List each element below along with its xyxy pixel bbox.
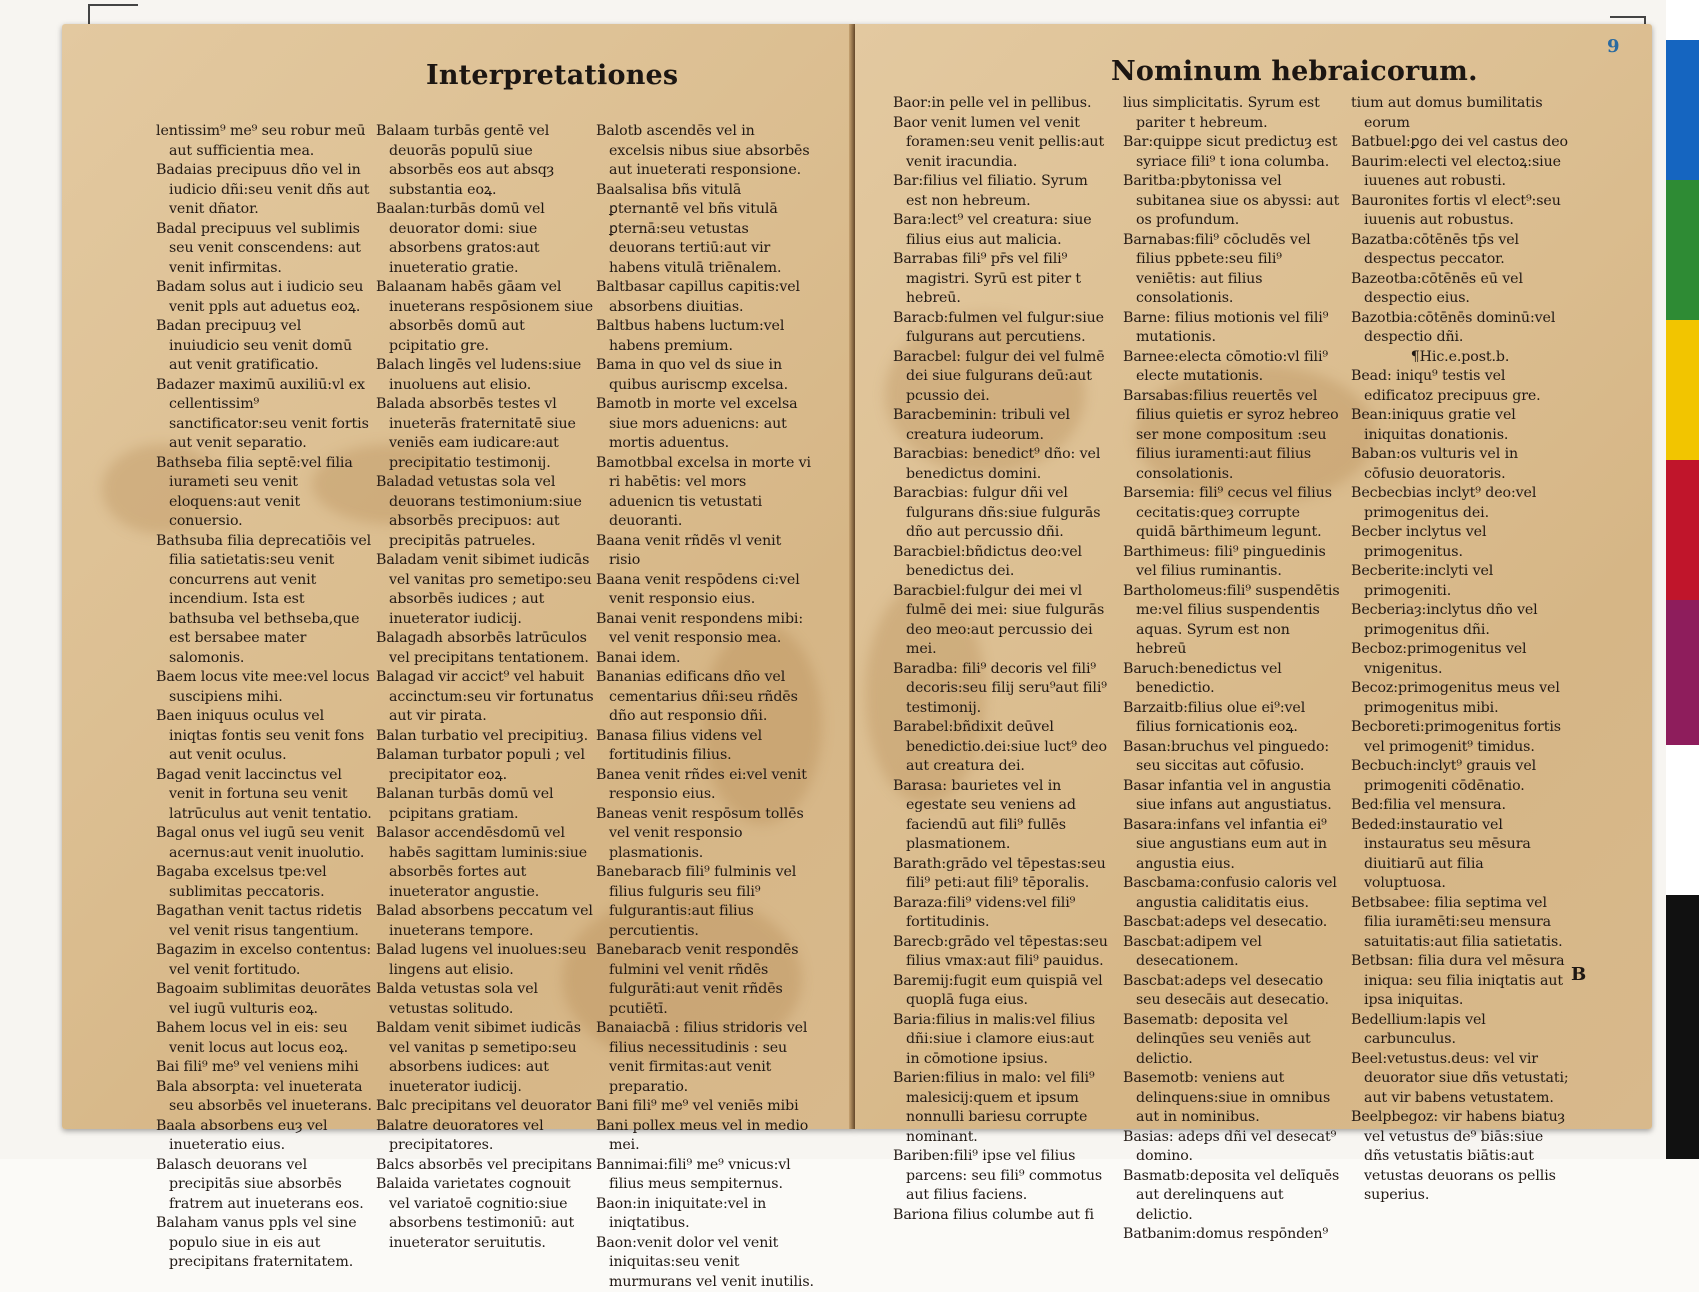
entry: Becoz:primogenitus meus vel primogenitus mibi. bbox=[1351, 679, 1569, 718]
entry: Baor:in pelle vel in pellibus. bbox=[893, 94, 1111, 114]
entry: Baltbasar capillus capitis:vel absorbens diuitias. bbox=[596, 278, 814, 317]
entry: Becbecbias inclyt⁹ deo:vel primogenitus dei. bbox=[1351, 484, 1569, 523]
entry: Baracbias: fulgur dñi vel fulgurans dñs:siue fulgurās dño aut percussio dñi. bbox=[893, 484, 1111, 543]
color-patch bbox=[1666, 600, 1699, 745]
entry: Baracbiel:bñdictus deo:vel benedictus dei. bbox=[893, 543, 1111, 582]
entry: Bed:filia vel mensura. bbox=[1351, 796, 1569, 816]
entry: Balcs absorbēs vel precipitans bbox=[376, 1156, 594, 1176]
entry: Bazeotba:cōtēnēs eū vel despectio eius. bbox=[1351, 270, 1569, 309]
entry: Bariona filius columbe aut fi bbox=[893, 1206, 1111, 1226]
entry: Bar:filius vel filiatio. Syrum est non hebreum. bbox=[893, 172, 1111, 211]
entry: Bala absorpta: vel inueterata seu absorbēs vel inueterans. bbox=[156, 1078, 374, 1117]
entry: Basemotb: veniens aut delinquens:siue in omnibus aut in nominibus. bbox=[1123, 1069, 1341, 1128]
entry: Barecb:grādo vel tēpestas:seu filius vmax:aut fili⁹ pauidus. bbox=[893, 933, 1111, 972]
entry: Baracbeminin: tribuli vel creatura iudeorum. bbox=[893, 406, 1111, 445]
entry: Balad absorbens peccatum vel inueterans tempore. bbox=[376, 902, 594, 941]
entry: Bamotbbal excelsa in morte vi ri habētis: vel mors aduenicn tis vetustati deuoranti. bbox=[596, 454, 814, 532]
color-patch bbox=[1666, 40, 1699, 180]
entry: Balagad vir accict⁹ vel habuit accinctum:seu vir fortunatus aut vir pirata. bbox=[376, 668, 594, 727]
entry: Baradba: fili⁹ decoris vel fili⁹ decoris:seu filij seru⁹aut fili⁹ testimonij. bbox=[893, 660, 1111, 719]
text-column-6 bbox=[1351, 94, 1569, 1206]
entry: Bai fili⁹ me⁹ vel veniens mihi bbox=[156, 1058, 374, 1078]
entry: Baana venit respōdens ci:vel venit responsio eius. bbox=[596, 571, 814, 610]
entry: Baracbel: fulgur dei vel fulmē dei siue fulgurans deū:aut pcussio dei. bbox=[893, 348, 1111, 407]
entry: Baalsalisa bñs vitulā ꝑternantē vel bñs vitulā ꝑternā:seu vetustas deuorans tertiū:aut vir habens vitulā triēnalem. bbox=[596, 181, 814, 279]
entry: Bagad venit laccinctus vel venit in fortuna seu venit latrūculus aut venit tentatio. bbox=[156, 766, 374, 825]
entry: Bahem locus vel in eis: seu venit locus aut locus eoꝝ. bbox=[156, 1019, 374, 1058]
entry: Bascbat:adipem vel desecationem. bbox=[1123, 933, 1341, 972]
entry: Badam solus aut i iudicio seu venit ppls aut aduetus eoꝝ. bbox=[156, 278, 374, 317]
entry: Bartholomeus:fili⁹ suspendētis me:vel filius suspendentis aquas. Syrum est non hebreū bbox=[1123, 582, 1341, 660]
running-head: Nominum hebraicorum. bbox=[1111, 56, 1478, 87]
running-head: Interpretationes bbox=[426, 60, 678, 91]
entry: Beel:vetustus.deus: vel vir deuorator siue dñs vetustati; aut vir babens vetustatem. bbox=[1351, 1050, 1569, 1109]
entry: Betbsan: filia dura vel mēsura iniqua: seu filia iniqtatis aut ipsa iniquitas. bbox=[1351, 952, 1569, 1011]
text-column-4 bbox=[893, 94, 1111, 1225]
entry: Balaanam habēs gāam vel inueterans respōsionem siue absorbēs domū aut pcipitatio gre. bbox=[376, 278, 594, 356]
entry: Banea venit rñdes ei:vel venit responsio eius. bbox=[596, 766, 814, 805]
entry: Baneas venit respōsum tollēs vel venit responsio plasmationis. bbox=[596, 805, 814, 864]
entry: Bama in quo vel ds siue in quibus auriscmp excelsa. bbox=[596, 356, 814, 395]
entry: Basias: adeps dñi vel desecat⁹ domino. bbox=[1123, 1128, 1341, 1167]
entry: Baladam venit sibimet iudicās vel vanitas pro semetipo:seu absorbēs iudices ; aut inueterator iudicij. bbox=[376, 551, 594, 629]
entry: Banasa filius videns vel fortitudinis filius. bbox=[596, 727, 814, 766]
entry: Barath:grādo vel tēpestas:seu fili⁹ peti:aut fili⁹ tēporalis. bbox=[893, 855, 1111, 894]
entry: Baon:in iniquitate:vel in iniqtatibus. bbox=[596, 1195, 814, 1234]
entry: Beelpbegoz: vir habens biatuȝ vel vetustus de⁹ biās:siue dñs vetustatis biātis:aut vetustas deuorans os pellis superius. bbox=[1351, 1108, 1569, 1206]
entry: Batbuel:ꝑgo dei vel castus deo bbox=[1351, 133, 1569, 153]
entry: Banebaracb fili⁹ fulminis vel filius fulguris seu fili⁹ fulgurantis:aut filius percutientis. bbox=[596, 863, 814, 941]
section-note: ¶Hic.e.post.b. bbox=[1351, 348, 1569, 368]
entry: Basara:infans vel infantia ei⁹ siue angustians eum aut in angustia eius. bbox=[1123, 816, 1341, 875]
entry: Basan:bruchus vel pinguedo: seu siccitas aut cōfusio. bbox=[1123, 738, 1341, 777]
entry: Barrabas fili⁹ pr̄s vel fili⁹ magistri. Syrū est piter t hebreū. bbox=[893, 250, 1111, 309]
entry: Basar infantia vel in angustia siue infans aut angustiatus. bbox=[1123, 777, 1341, 816]
entry: Balaham vanus ppls vel sine populo siue in eis aut precipitans fraternitatem. bbox=[156, 1214, 374, 1273]
entry: Betbsabee: filia septima vel filia iuramēti:seu mensura satuitatis:aut filia satietatis. bbox=[1351, 894, 1569, 953]
entry: Bazotbia:cōtēnēs dominū:vel despectio dñi. bbox=[1351, 309, 1569, 348]
entry: Bathseba filia septē:vel filia iurameti seu venit eloquens:aut venit conuersio. bbox=[156, 454, 374, 532]
entry: Bead: iniqu⁹ testis vel edificatoz precipuus gre. bbox=[1351, 367, 1569, 406]
entry: Bamotb in morte vel excelsa siue mors aduenicns: aut mortis aduentus. bbox=[596, 395, 814, 454]
color-patch bbox=[1666, 320, 1699, 460]
color-patch bbox=[1666, 895, 1699, 1159]
entry: Baracbias: benedict⁹ dño: vel benedictus domini. bbox=[893, 445, 1111, 484]
entry: Bara:lect⁹ vel creatura: siue filius eius aut malicia. bbox=[893, 211, 1111, 250]
entry: Balagadh absorbēs latrūculos vel precipitans tentationem. bbox=[376, 629, 594, 668]
entry: Bannimai:fili⁹ me⁹ vnicus:vl filius meus sempiternus. bbox=[596, 1156, 814, 1195]
entry: Becboreti:primogenitus fortis vel primogenit⁹ timidus. bbox=[1351, 718, 1569, 757]
entry: Barabel:bñdixit deūvel benedictio.dei:siue luct⁹ deo aut creatura dei. bbox=[893, 718, 1111, 777]
entry: Barsemia: fili⁹ cecus vel filius cecitatis:queȝ corrupte quidā bārthimeum legunt. bbox=[1123, 484, 1341, 543]
entry: Barien:filius in malo: vel fili⁹ malesicij:quem et ipsum nonnulli bariesu corrupte nominant. bbox=[893, 1069, 1111, 1147]
entry: Bagaba excelsus tpe:vel sublimitas peccatoris. bbox=[156, 863, 374, 902]
entry: Bagoaim sublimitas deuorātes vel iugū vulturis eoꝝ. bbox=[156, 980, 374, 1019]
entry: Baon:venit dolor vel venit iniquitas:seu venit murmurans vel venit inutilis. bbox=[596, 1234, 814, 1292]
entry: Baana venit rñdēs vl venit risio bbox=[596, 532, 814, 571]
entry: Balada absorbēs testes vl inueterās fraternitatē siue veniēs eam iudicare:aut precipitatio testimonij. bbox=[376, 395, 594, 473]
entry: Bagal onus vel iugū seu venit acernus:aut venit inuolutio. bbox=[156, 824, 374, 863]
entry: Baen iniquus oculus vel iniqtas fontis seu venit fons aut venit oculus. bbox=[156, 707, 374, 766]
entry: Barnabas:fili⁹ cōcludēs vel filius ppbete:seu fili⁹ veniētis: aut filius consolationis. bbox=[1123, 231, 1341, 309]
text-column-5 bbox=[1123, 94, 1341, 1245]
entry: Balasch deuorans vel precipitās siue absorbēs fratrem aut inueterans eos. bbox=[156, 1156, 374, 1215]
entry: lius simplicitatis. Syrum est pariter t hebreum. bbox=[1123, 94, 1341, 133]
left-page bbox=[62, 24, 855, 1129]
entry: Barasa: baurietes vel in egestate seu veniens ad faciendū aut fili⁹ fullēs plasmationem. bbox=[893, 777, 1111, 855]
entry: Becberite:inclyti vel primogeniti. bbox=[1351, 562, 1569, 601]
text-column-2 bbox=[376, 122, 594, 1253]
color-patch bbox=[1666, 460, 1699, 600]
text-column-1 bbox=[156, 122, 374, 1273]
entry: Balaida varietates cognouit vel variatoē cognitio:siue absorbens testimoniū: aut inueterator seruitutis. bbox=[376, 1175, 594, 1253]
entry: Baem locus vite mee:vel locus suscipiens mihi. bbox=[156, 668, 374, 707]
entry: Beded:instauratio vel instauratus seu mēsura diuitiarū aut filia voluptuosa. bbox=[1351, 816, 1569, 894]
entry: Barsabas:filius reuertēs vel filius quietis er syroz hebreo ser mone compositum :seu filius iuramenti:aut filius consolationis. bbox=[1123, 387, 1341, 485]
entry: Bean:iniquus gratie vel iniquitas donationis. bbox=[1351, 406, 1569, 445]
entry: Balotb ascendēs vel in excelsis nibus siue absorbēs aut inueterati responsione. bbox=[596, 122, 814, 181]
entry: Baremij:fugit eum quispiā vel quoplā fuga eius. bbox=[893, 972, 1111, 1011]
entry: Badan precipuuȝ vel inuiudicio seu venit domū aut venit gratificatio. bbox=[156, 317, 374, 376]
entry: Barzaitb:filius olue ei⁹:vel filius fornicationis eoꝝ. bbox=[1123, 699, 1341, 738]
entry: lentissim⁹ me⁹ seu robur meū aut sufficientia mea. bbox=[156, 122, 374, 161]
entry: Baracb:fulmen vel fulgur:siue fulgurans aut percutiens. bbox=[893, 309, 1111, 348]
color-patch bbox=[1666, 0, 1699, 40]
entry: Baltbus habens luctum:vel habens premium. bbox=[596, 317, 814, 356]
entry: Batbanim:domus respōnden⁹ bbox=[1123, 1225, 1341, 1245]
entry: Banebaracb venit respondēs fulmini vel venit rñdēs fulgurāti:aut venit rñdēs pcutiētī. bbox=[596, 941, 814, 1019]
text-column-3 bbox=[596, 122, 814, 1292]
entry: Balaman turbator populi ; vel precipitator eoꝝ. bbox=[376, 746, 594, 785]
entry: Bar:quippe sicut predictuȝ est syriace fili⁹ t iona columba. bbox=[1123, 133, 1341, 172]
entry: Baruch:benedictus vel benedictio. bbox=[1123, 660, 1341, 699]
entry: Bauronites fortis vl elect⁹:seu iuuenis aut robustus. bbox=[1351, 192, 1569, 231]
entry: Becberiaȝ:inclytus dño vel primogenitus dñi. bbox=[1351, 601, 1569, 640]
entry: Bananias edificans dño vel cementarius dñi:seu rñdēs dño aut responsio dñi. bbox=[596, 668, 814, 727]
entry: Bedellium:lapis vel carbunculus. bbox=[1351, 1011, 1569, 1050]
entry: Bascbama:confusio caloris vel angustia caliditatis eius. bbox=[1123, 874, 1341, 913]
entry: Banai venit respondens mibi: vel venit responsio mea. bbox=[596, 610, 814, 649]
entry: Barthimeus: fili⁹ pinguedinis vel filius ruminantis. bbox=[1123, 543, 1341, 582]
entry: Becber inclytus vel primogenitus. bbox=[1351, 523, 1569, 562]
color-patch bbox=[1666, 180, 1699, 320]
entry: Bazatba:cōtēnēs tp̄s vel despectus peccator. bbox=[1351, 231, 1569, 270]
entry: Bagazim in excelso contentus: vel venit fortitudo. bbox=[156, 941, 374, 980]
entry: Baala absorbens euȝ vel inueteratio eius. bbox=[156, 1117, 374, 1156]
entry: Bani pollex meus vel in medio mei. bbox=[596, 1117, 814, 1156]
color-patch bbox=[1666, 745, 1699, 895]
entry: Banaiacbā : filius stridoris vel filius necessitudinis : seu venit firmitas:aut venit preparatio. bbox=[596, 1019, 814, 1097]
entry: Balan turbatio vel precipitiuȝ. bbox=[376, 727, 594, 747]
entry: Baurim:electi vel electoꝝ:siue iuuenes aut robusti. bbox=[1351, 153, 1569, 192]
entry: Balatre deuoratores vel precipitatores. bbox=[376, 1117, 594, 1156]
entry: Balaam turbās gentē vel deuorās populū siue absorbēs eos aut absqȝ substantia eoꝝ. bbox=[376, 122, 594, 200]
entry: Bani fili⁹ me⁹ vel veniēs mibi bbox=[596, 1097, 814, 1117]
entry: Bagathan venit tactus ridetis vel venit risus tangentium. bbox=[156, 902, 374, 941]
entry: Balanan turbās domū vel pcipitans gratiam. bbox=[376, 785, 594, 824]
entry: Becboz:primogenitus vel vnigenitus. bbox=[1351, 640, 1569, 679]
entry: Baban:os vulturis vel in cōfusio deuoratoris. bbox=[1351, 445, 1569, 484]
entry: Balach lingēs vel ludens:siue inuoluens aut elisio. bbox=[376, 356, 594, 395]
folio-number: 9 bbox=[1607, 36, 1620, 57]
entry: Baracbiel:fulgur dei mei vl fulmē dei mei: siue fulgurās deo meo:aut percussio dei mei. bbox=[893, 582, 1111, 660]
entry: Banai idem. bbox=[596, 649, 814, 669]
entry: Barne: filius motionis vel fili⁹ mutationis. bbox=[1123, 309, 1341, 348]
signature-mark: B bbox=[1571, 964, 1586, 985]
entry: Baria:filius in malis:vel filius dñi:siue i clamore eius:aut in cōmotione ipsius. bbox=[893, 1011, 1111, 1070]
entry: Bathsuba filia deprecatiōis vel filia satietatis:seu venit concurrens aut venit incendium. Ista est bathsuba vel bethseba,que est bersabee mater salomonis. bbox=[156, 532, 374, 669]
entry: Basematb: deposita vel delinqūes seu veniēs aut delictio. bbox=[1123, 1011, 1341, 1070]
entry: Badal precipuus vel sublimis seu venit conscendens: aut venit infirmitas. bbox=[156, 220, 374, 279]
entry: Baldam venit sibimet iudicās vel vanitas p semetipo:seu absorbens iudices: aut inueterator iudicij. bbox=[376, 1019, 594, 1097]
entry: Baalan:turbās domū vel deuorator domi: siue absorbens gratos:aut inueteratio gratie. bbox=[376, 200, 594, 278]
entry: Badazer maximū auxiliū:vl ex cellentissim⁹ sanctificator:seu venit fortis aut venit separatio. bbox=[156, 376, 374, 454]
entry: Becbuch:inclyt⁹ grauis vel primogeniti cōdēnatio. bbox=[1351, 757, 1569, 796]
right-page bbox=[855, 24, 1652, 1129]
entry: Basmatb:deposita vel delīquēs aut derelinquens aut delictio. bbox=[1123, 1167, 1341, 1226]
entry: Bariben:fili⁹ ipse vel filius parcens: seu fili⁹ commotus aut filius faciens. bbox=[893, 1147, 1111, 1206]
entry: Balda vetustas sola vel vetustas solitudo. bbox=[376, 980, 594, 1019]
entry: Balad lugens vel inuolues:seu lingens aut elisio. bbox=[376, 941, 594, 980]
entry: Badaias precipuus dño vel in iudicio dñi:seu venit dñs aut venit dñator. bbox=[156, 161, 374, 220]
entry: Balc precipitans vel deuorator bbox=[376, 1097, 594, 1117]
entry: Balasor accendēsdomū vel habēs sagittam luminis:siue absorbēs fortes aut inueterator angustie. bbox=[376, 824, 594, 902]
entry: Baritba:pbytonissa vel subitanea siue os abyssi: aut os profundum. bbox=[1123, 172, 1341, 231]
entry: Baraza:fili⁹ videns:vel fili⁹ fortitudinis. bbox=[893, 894, 1111, 933]
entry: tium aut domus bumilitatis eorum bbox=[1351, 94, 1569, 133]
entry: Bascbat:adeps vel desecatio. bbox=[1123, 913, 1341, 933]
entry: Barnee:electa cōmotio:vl fili⁹ electe mutationis. bbox=[1123, 348, 1341, 387]
entry: Bascbat:adeps vel desecatio seu desecāis aut desecatio. bbox=[1123, 972, 1341, 1011]
entry: Baor venit lumen vel venit foramen:seu venit pellis:aut venit iracundia. bbox=[893, 114, 1111, 173]
entry: Baladad vetustas sola vel deuorans testimonium:siue absorbēs precipuos: aut precipitās patrueles. bbox=[376, 473, 594, 551]
